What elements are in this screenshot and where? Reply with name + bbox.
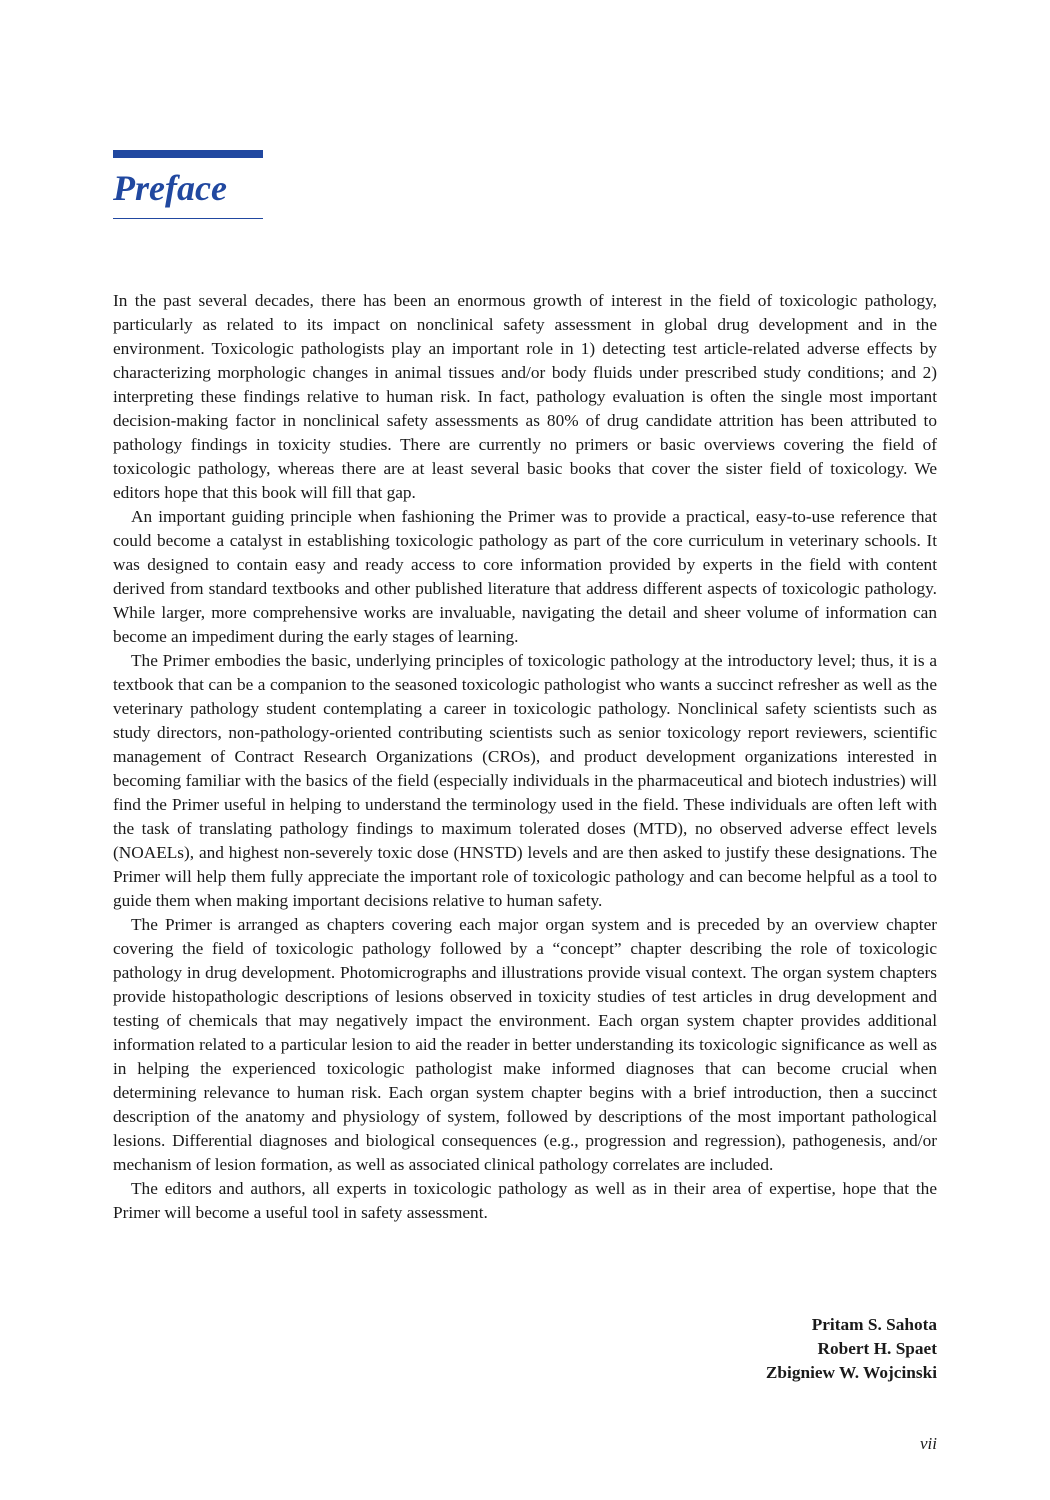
- editor-name-3: Zbigniew W. Wojcinski: [765, 1363, 937, 1382]
- editor-signatures: [766, 1313, 937, 1385]
- editor-name-2: Robert H. Spaet: [817, 1339, 937, 1358]
- preface-heading-block: [113, 150, 263, 219]
- preface-body: [113, 289, 937, 1225]
- page-number: vii: [920, 1434, 937, 1453]
- paragraph-4: The Primer is arranged as chapters covering each major organ system and is preceded by an overview chapter covering the field of toxicologic pathology followed by a “concept” chapter describing the role of toxicologic pathology in drug development. Photomicrographs and illustrations provide visual context. The organ system chapters provide histopathologic descriptions of lesions observed in toxicity studies of test articles in drug development and testing of chemicals that may negatively impact the environment. Each organ system chapter provides additional information related to a particular lesion to aid the reader in better understanding its toxicologic significance as well as in helping the experienced toxicologic pathologist make informed diagnoses that can become crucial when determining relevance to human risk. Each organ system chapter begins with a brief introduction, then a succinct description of the anatomy and physiology of system, followed by descriptions of the most important pathological lesions. Differential diagnoses and biological consequences (e.g., progression and regression), pathogenesis, and/or mechanism of lesion formation, as well as associated clinical pathology correlates are included.: [113, 915, 937, 1174]
- editor-name-1: Pritam S. Sahota: [811, 1315, 937, 1334]
- paragraph-3: The Primer embodies the basic, underlying principles of toxicologic pathology at the introductory level; thus, it is a textbook that can be a companion to the seasoned toxicologic pathologist who wants a succinct refresher as well as the veterinary pathology student contemplating a career in toxicologic pathology. Nonclinical safety scientists such as study directors, non-pathology-oriented contributing scientists such as senior toxicology report reviewers, scientific management of Contract Research Organizations (CROs), and product development organizations interested in becoming familiar with the basics of the field (especially individuals in the pharmaceutical and biotech industries) will find the Primer useful in helping to understand the terminology used in the field. These individuals are often left with the task of translating pathology findings to maximum tolerated doses (MTD), no observed adverse effect levels (NOAELs), and highest non-severely toxic dose (HNSTD) levels and are then asked to justify these designations. The Primer will help them fully appreciate the important role of toxicologic pathology and can become helpful as a tool to guide them when making important decisions relative to human safety.: [113, 651, 937, 910]
- paragraph-5: The editors and authors, all experts in toxicologic pathology as well as in their area of expertise, hope that the Primer will become a useful tool in safety assessment.: [113, 1179, 937, 1222]
- heading-top-bar: [113, 150, 263, 158]
- heading-bottom-rule: [113, 218, 263, 219]
- paragraph-1: In the past several decades, there has been an enormous growth of interest in the field of toxicologic pathology, particularly as related to its impact on nonclinical safety assessment in global drug development and in the environment. Toxicologic pathologists play an important role in 1) detecting test article-related adverse effects by characterizing morphologic changes in animal tissues and/or body fluids under prescribed study conditions; and 2) interpreting these findings relative to human risk. In fact, pathology evaluation is often the single most important decision-making factor in nonclinical safety assessments as 80% of drug candidate attrition has been attributed to pathology findings in toxicity studies. There are currently no primers or basic overviews covering the field of toxicologic pathology, whereas there are at least several basic books that cover the sister field of toxicology. We editors hope that this book will fill that gap.: [113, 291, 937, 502]
- page-title: Preface: [113, 168, 227, 208]
- paragraph-2: An important guiding principle when fashioning the Primer was to provide a practical, easy-to-use reference that could become a catalyst in establishing toxicologic pathology as part of the core curriculum in veterinary schools. It was designed to contain easy and ready access to core information provided by experts in the field with content derived from standard textbooks and other published literature that address different aspects of toxicologic pathology. While larger, more comprehensive works are invaluable, navigating the detail and sheer volume of information can become an impediment during the early stages of learning.: [113, 507, 937, 646]
